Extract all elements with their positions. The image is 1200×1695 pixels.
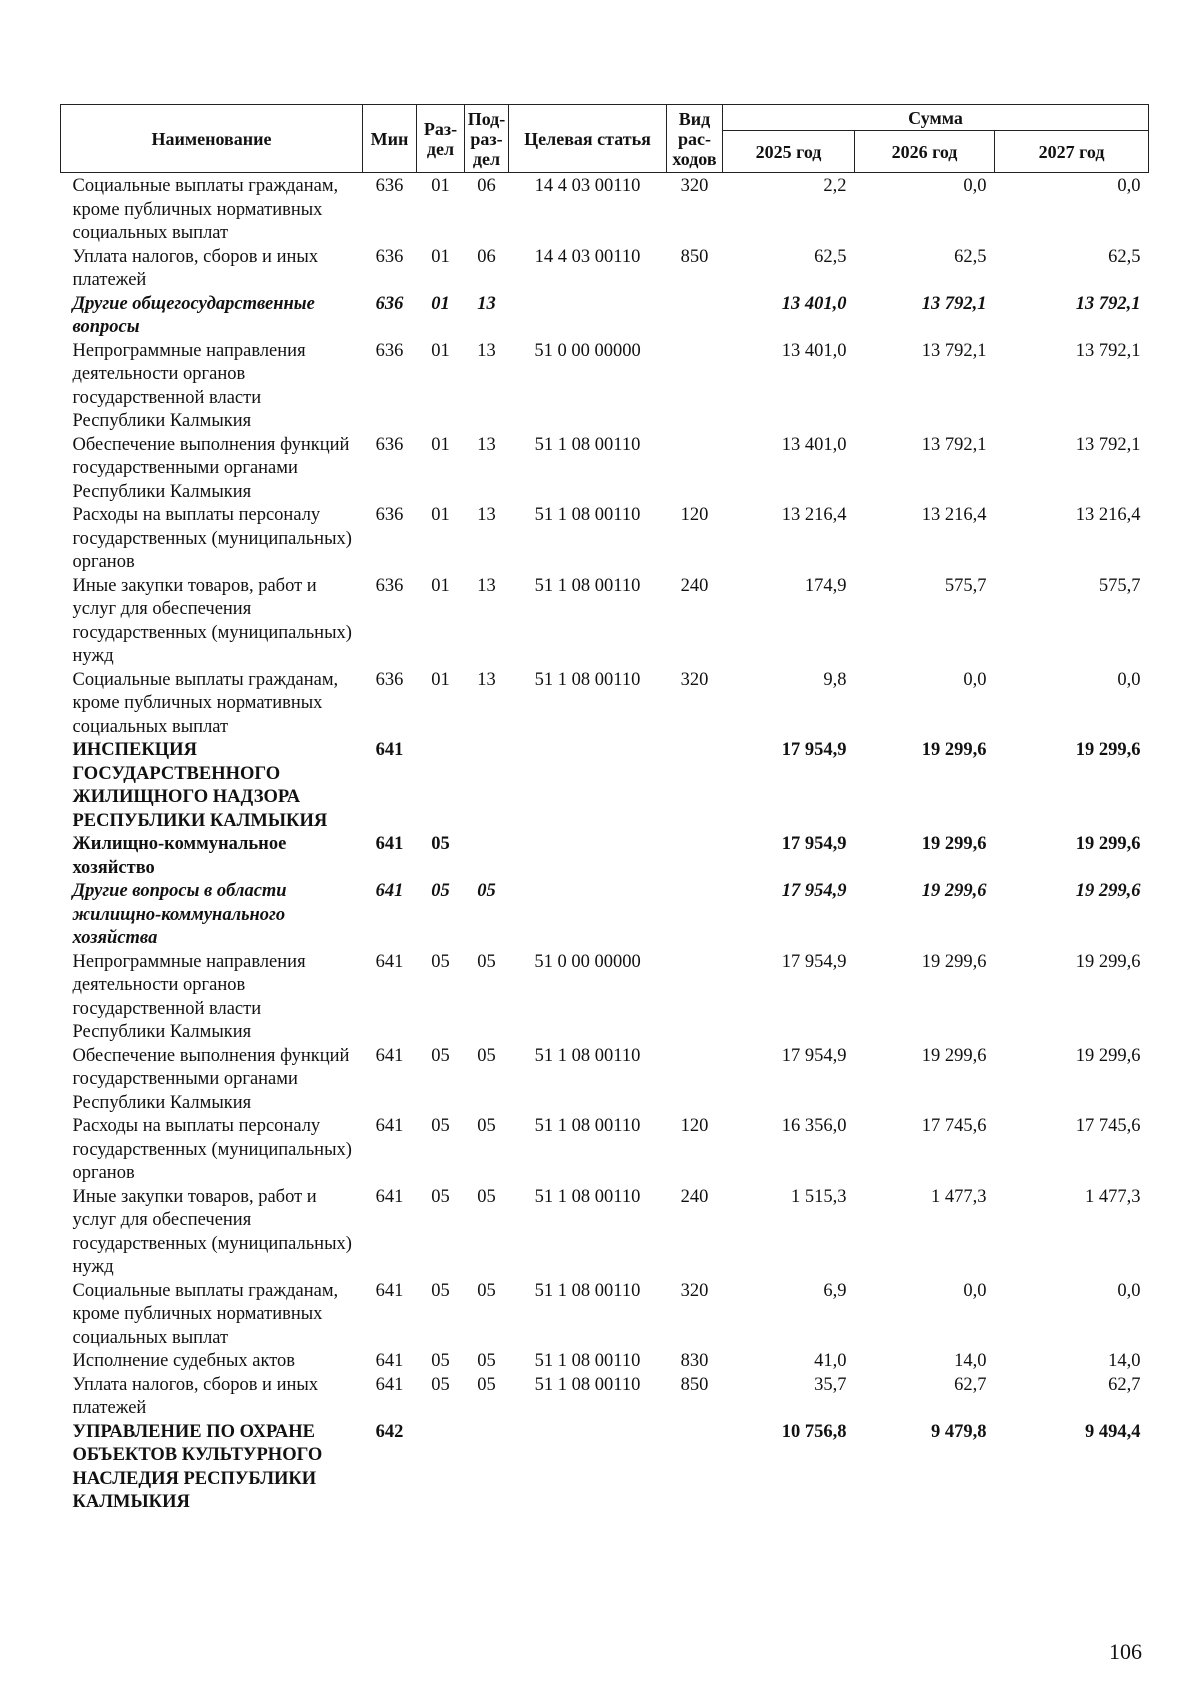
table-row [61,739,1149,833]
cell-vid: 830 [680,1351,709,1371]
cell-2027: 575,7 [1098,575,1141,596]
cell-name: Расходы на выплаты персоналу государственных (муниципальных) органов [72,1116,352,1183]
cell-min: 641 [375,1351,404,1371]
cell-2026: 0,0 [963,669,987,690]
cell-vid: 850 [680,1374,709,1395]
cell-name: Уплата налогов, сборов и иных платежей [72,1374,319,1418]
cell-2025: 16 356,0 [781,1116,847,1136]
header-name: Наименование [61,105,363,173]
cell-min: 636 [375,505,404,525]
cell-vid [667,340,723,434]
table-row [61,1186,1149,1280]
table-row [61,575,1149,669]
cell-target [509,833,667,880]
cell-2025: 13 401,0 [781,340,847,361]
cell-name: Другие вопросы в области жилищно-коммунального хозяйства [72,881,287,948]
cell-target: 51 1 08 00110 [534,505,641,525]
cell-podrazdel: 13 [477,669,496,690]
cell-razdel: 01 [431,246,450,267]
cell-2026: 19 299,6 [921,740,987,760]
cell-target: 51 0 00 00000 [534,340,641,361]
cell-vid [667,951,723,1045]
cell-name: Расходы на выплаты персоналу государственных (муниципальных) органов [72,505,352,572]
cell-min: 641 [375,1374,404,1395]
cell-target: 51 1 08 00110 [534,669,641,690]
cell-target: 51 1 08 00110 [534,1374,641,1395]
cell-razdel: 01 [431,176,450,196]
cell-vid [667,293,723,340]
budget-table [60,104,1149,1515]
cell-min: 641 [375,1280,404,1301]
table-row [61,669,1149,740]
cell-2027: 13 792,1 [1075,293,1141,314]
cell-podrazdel [465,833,509,880]
cell-target [509,739,667,833]
cell-razdel: 05 [431,1116,450,1136]
cell-2026: 13 792,1 [921,340,987,361]
cell-name: Обеспечение выполнения функций государственными органами Республики Калмыкия [72,1045,350,1113]
cell-vid [667,1045,723,1116]
table-row [61,1045,1149,1116]
cell-min: 641 [375,951,404,972]
cell-razdel: 05 [431,834,450,854]
cell-2027: 19 299,6 [1075,740,1141,760]
cell-name: Жилищно-коммунальное хозяйство [72,834,287,878]
header-razdel: Раз-дел [417,105,465,173]
cell-podrazdel: 13 [477,575,496,596]
cell-2027: 19 299,6 [1075,834,1141,854]
table-row [61,1115,1149,1186]
cell-target: 51 1 08 00110 [534,434,641,455]
cell-2027: 0,0 [1117,1280,1141,1301]
cell-min: 636 [375,669,404,690]
cell-podrazdel: 05 [477,1351,496,1371]
cell-name: ИНСПЕКЦИЯ ГОСУДАРСТВЕННОГО ЖИЛИЩНОГО НАДЗОРА РЕСПУБЛИКИ КАЛМЫКИЯ [72,740,328,831]
table-row [61,1421,1149,1515]
cell-razdel: 01 [431,505,450,525]
cell-podrazdel: 13 [477,434,496,455]
cell-2026: 575,7 [944,575,987,596]
cell-podrazdel: 13 [477,505,496,525]
cell-target [509,880,667,951]
cell-min: 636 [375,575,404,596]
cell-2027: 1 477,3 [1085,1186,1141,1207]
cell-vid [667,739,723,833]
cell-name: Непрограммные направления деятельности органов государственной власти Республики Калмыкия [72,951,306,1042]
cell-target [509,1421,667,1515]
cell-min: 636 [375,246,404,267]
cell-2026: 17 745,6 [921,1116,987,1136]
cell-vid: 320 [680,176,709,196]
cell-podrazdel: 05 [477,951,496,972]
cell-2027: 0,0 [1117,669,1141,690]
cell-2027: 62,5 [1108,246,1141,267]
cell-2027: 0,0 [1117,176,1141,196]
cell-2025: 41,0 [814,1351,847,1371]
cell-2026: 19 299,6 [921,834,987,854]
cell-target: 14 4 03 00110 [534,246,641,267]
cell-vid: 850 [680,246,709,267]
cell-2026: 13 792,1 [921,293,987,314]
cell-target: 51 1 08 00110 [534,1116,641,1136]
cell-min: 641 [375,1116,404,1136]
table-row [61,340,1149,434]
cell-min: 641 [375,834,404,854]
cell-podrazdel: 13 [477,293,496,314]
cell-2027: 62,7 [1108,1374,1141,1395]
cell-vid [667,880,723,951]
cell-target: 51 0 00 00000 [534,951,641,972]
cell-2027: 13 792,1 [1075,434,1141,455]
cell-2026: 14,0 [954,1351,987,1371]
table-header [61,105,1149,173]
table-row [61,246,1149,293]
cell-vid [667,1421,723,1515]
header-podrazdel: Под-раз-дел [465,105,509,173]
cell-min: 642 [375,1421,404,1442]
cell-podrazdel: 13 [477,340,496,361]
cell-2027: 14,0 [1108,1351,1141,1371]
table-row [61,951,1149,1045]
cell-2025: 62,5 [814,246,847,267]
cell-name: Другие общегосударственные вопросы [72,293,315,337]
cell-razdel: 01 [431,575,450,596]
cell-razdel: 01 [431,340,450,361]
table-body [61,173,1149,1515]
cell-razdel: 05 [431,951,450,972]
header-target: Целевая статья [509,105,667,173]
table-row [61,880,1149,951]
cell-name: Социальные выплаты гражданам, кроме публичных нормативных социальных выплат [72,669,339,737]
cell-2026: 13 792,1 [921,434,987,455]
cell-2027: 9 494,4 [1085,1421,1141,1442]
header-sum: Сумма [723,105,1149,131]
cell-vid: 240 [680,1186,709,1207]
cell-podrazdel [465,739,509,833]
header-year-2027: 2027 год [995,131,1149,173]
cell-podrazdel: 05 [477,1374,496,1395]
cell-2026: 0,0 [963,1280,987,1301]
cell-vid: 320 [680,1280,709,1301]
cell-podrazdel: 05 [477,1116,496,1136]
cell-2025: 1 515,3 [791,1186,847,1207]
cell-razdel: 01 [431,434,450,455]
cell-razdel: 01 [431,669,450,690]
cell-razdel: 05 [431,1186,450,1207]
cell-name: Социальные выплаты гражданам, кроме публичных нормативных социальных выплат [72,176,339,243]
cell-2027: 19 299,6 [1075,881,1141,901]
cell-razdel [417,1421,465,1515]
cell-min: 636 [375,176,404,196]
table-row [61,434,1149,505]
cell-2026: 1 477,3 [931,1186,987,1207]
cell-razdel: 05 [431,881,450,901]
cell-razdel: 05 [431,1351,450,1371]
cell-target: 14 4 03 00110 [534,176,641,196]
cell-podrazdel: 05 [477,1186,496,1207]
cell-2026: 0,0 [963,176,987,196]
cell-name: Обеспечение выполнения функций государственными органами Республики Калмыкия [72,434,350,502]
cell-2025: 9,8 [823,669,847,690]
cell-target [509,293,667,340]
cell-name: Иные закупки товаров, работ и услуг для обеспечения государственных (муниципальных) нужд [72,1186,352,1277]
cell-2025: 174,9 [804,575,847,596]
cell-name: Уплата налогов, сборов и иных платежей [72,246,319,290]
cell-2027: 17 745,6 [1075,1116,1141,1136]
cell-2027: 13 792,1 [1075,340,1141,361]
header-year-2025: 2025 год [723,131,855,173]
cell-2025: 17 954,9 [781,951,847,972]
cell-2026: 62,7 [954,1374,987,1395]
cell-vid: 240 [680,575,709,596]
cell-name: УПРАВЛЕНИЕ ПО ОХРАНЕ ОБЪЕКТОВ КУЛЬТУРНОГО НАСЛЕДИЯ РЕСПУБЛИКИ КАЛМЫКИЯ [72,1421,323,1512]
cell-target: 51 1 08 00110 [534,1186,641,1207]
cell-2026: 9 479,8 [931,1421,987,1442]
cell-vid [667,833,723,880]
cell-2025: 10 756,8 [781,1421,847,1442]
header-year-2026: 2026 год [855,131,995,173]
cell-2027: 13 216,4 [1075,505,1141,525]
cell-2026: 19 299,6 [921,1045,987,1066]
cell-2025: 2,2 [823,176,847,196]
cell-target: 51 1 08 00110 [534,1045,641,1066]
cell-razdel: 01 [431,293,450,314]
cell-name: Социальные выплаты гражданам, кроме публичных нормативных социальных выплат [72,1280,339,1348]
cell-vid [667,434,723,505]
cell-razdel: 05 [431,1280,450,1301]
cell-podrazdel: 05 [477,1045,496,1066]
cell-name: Непрограммные направления деятельности органов государственной власти Республики Калмыкия [72,340,306,431]
cell-2026: 19 299,6 [921,951,987,972]
cell-vid: 320 [680,669,709,690]
page-number: 106 [1109,1639,1142,1664]
cell-2025: 13 401,0 [781,434,847,455]
table-row [61,293,1149,340]
table-row [61,173,1149,246]
cell-min: 636 [375,293,404,314]
header-vid: Вид рас-ходов [667,105,723,173]
table-row [61,1374,1149,1421]
cell-target: 51 1 08 00110 [534,575,641,596]
cell-2027: 19 299,6 [1075,951,1141,972]
cell-2025: 17 954,9 [781,834,847,854]
cell-target: 51 1 08 00110 [534,1351,641,1371]
cell-podrazdel: 05 [477,1280,496,1301]
cell-name: Исполнение судебных актов [72,1351,296,1371]
table-row [61,504,1149,575]
cell-2025: 17 954,9 [781,1045,847,1066]
cell-2025: 35,7 [814,1374,847,1395]
cell-podrazdel: 06 [477,176,496,196]
cell-razdel: 05 [431,1374,450,1395]
cell-razdel [417,739,465,833]
cell-min: 641 [375,740,404,760]
cell-podrazdel [465,1421,509,1515]
cell-2025: 17 954,9 [781,881,847,901]
cell-2025: 13 401,0 [781,293,847,314]
cell-name: Иные закупки товаров, работ и услуг для обеспечения государственных (муниципальных) нужд [72,575,352,666]
cell-2026: 62,5 [954,246,987,267]
cell-2025: 13 216,4 [781,505,847,525]
cell-2025: 17 954,9 [781,740,847,760]
cell-2026: 19 299,6 [921,881,987,901]
cell-2027: 19 299,6 [1075,1045,1141,1066]
cell-target: 51 1 08 00110 [534,1280,641,1301]
cell-2026: 13 216,4 [921,505,987,525]
cell-razdel: 05 [431,1045,450,1066]
cell-vid: 120 [680,1116,709,1136]
cell-podrazdel: 05 [477,881,496,901]
table-row [61,1350,1149,1374]
table-row [61,833,1149,880]
cell-min: 636 [375,434,404,455]
cell-2025: 6,9 [823,1280,847,1301]
table-row [61,1280,1149,1351]
cell-min: 641 [375,1186,404,1207]
cell-min: 636 [375,340,404,361]
cell-podrazdel: 06 [477,246,496,267]
header-min: Мин [363,105,417,173]
cell-min: 641 [375,1045,404,1066]
cell-vid: 120 [680,505,709,525]
cell-min: 641 [375,881,404,901]
